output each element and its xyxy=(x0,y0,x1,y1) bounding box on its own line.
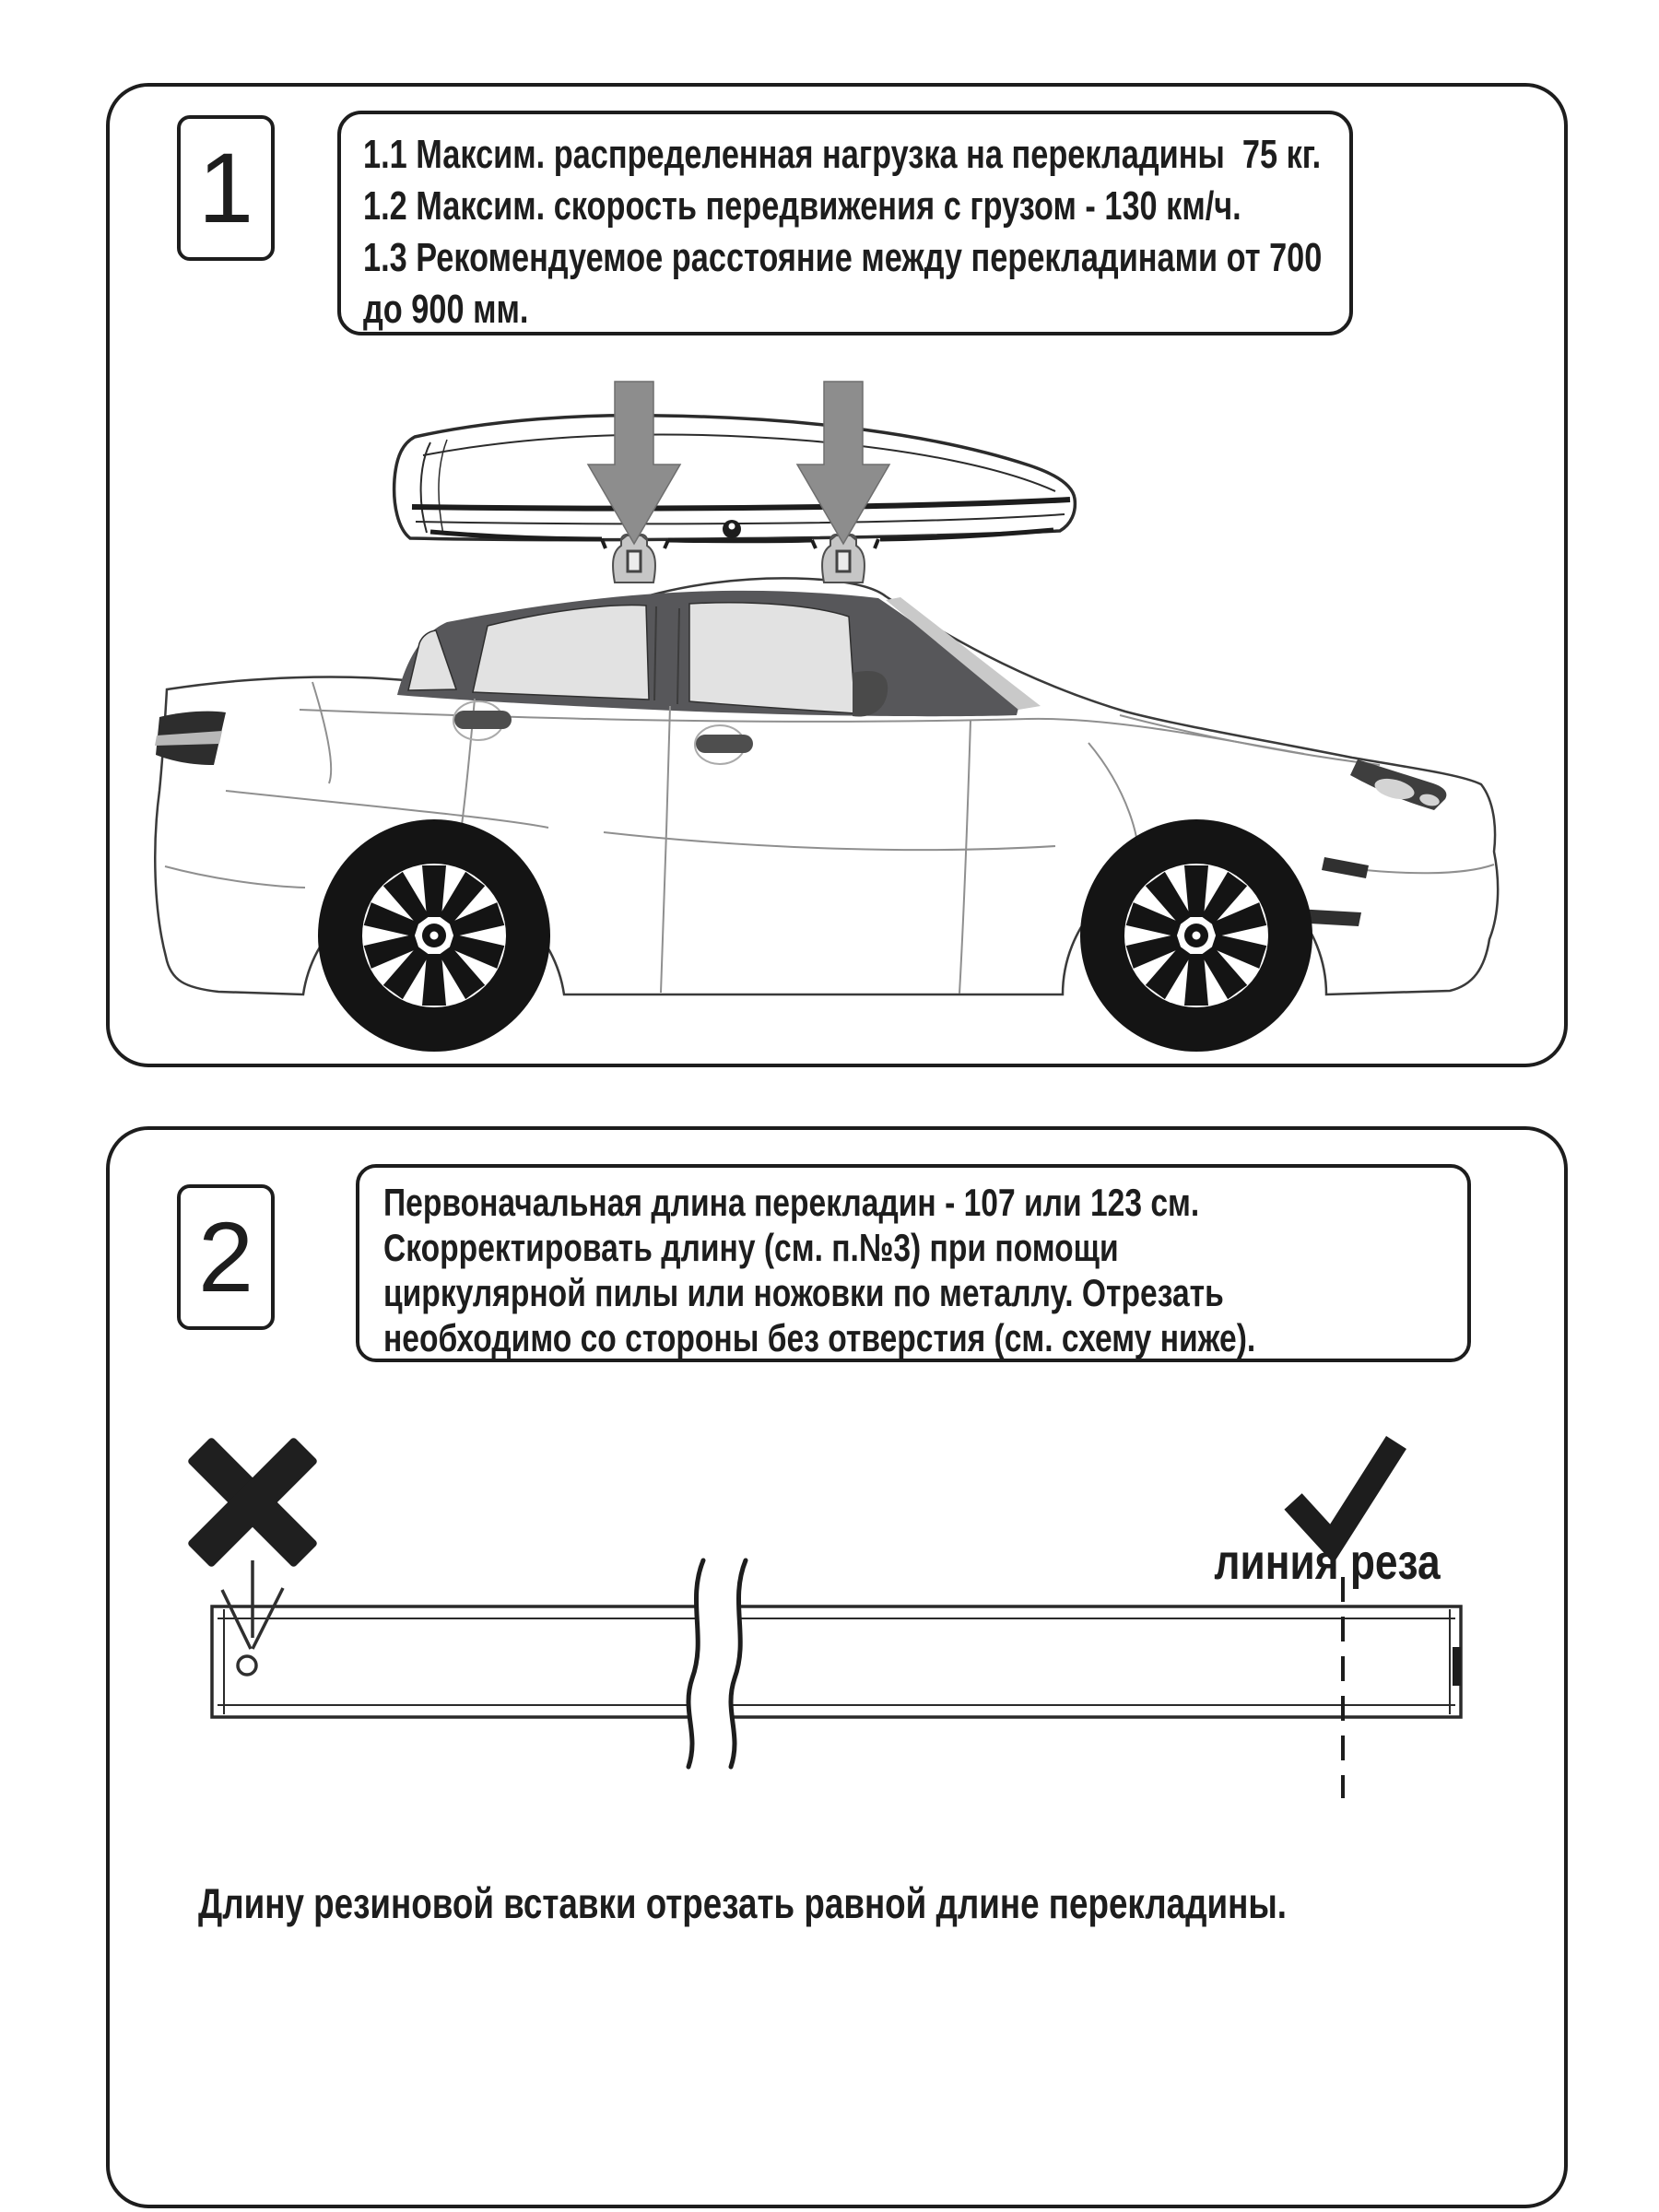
front-door-window xyxy=(689,603,855,713)
instruction-line: 1.2 Максим. скорость передвижения с грузом - 130 км/ч. xyxy=(363,183,1241,229)
crossbar-profile xyxy=(212,1606,1461,1717)
front-door-handle xyxy=(696,735,753,753)
rubber-insert-note: Длину резиновой вставки отрезать равной длине перекладины. xyxy=(198,1879,1287,1927)
end-slot xyxy=(1453,1647,1461,1686)
drilled-hole xyxy=(238,1656,256,1675)
instruction-line: циркулярной пилы или ножовки по металлу. Отрезать xyxy=(383,1271,1224,1314)
instruction-line: Первоначальная длина перекладин - 107 или 123 см. xyxy=(383,1181,1200,1224)
break-symbol xyxy=(688,1560,746,1767)
step-2-instructions-box xyxy=(356,1164,1471,1362)
car-roof-box-illustration xyxy=(106,348,1560,1058)
instruction-line: необходимо со стороны без отверстия (см. схему ниже). xyxy=(383,1316,1256,1359)
crossbar-cut-diagram xyxy=(106,1406,1560,1830)
step-1-number-box xyxy=(177,115,275,261)
rear-wheel xyxy=(318,819,550,1052)
roof-cargo-box xyxy=(394,416,1076,548)
instruction-line: до 900 мм. xyxy=(363,287,529,332)
instruction-line: 1.3 Рекомендуемое расстояние между перекладинами от 700 xyxy=(363,235,1323,280)
step-2-number-box xyxy=(177,1184,275,1330)
rear-door-handle xyxy=(454,711,512,729)
instruction-line: 1.1 Максим. распределенная нагрузка на перекладины 75 кг. xyxy=(363,132,1322,177)
instruction-line: Скорректировать длину (см. п.№3) при помощи xyxy=(383,1226,1119,1269)
step-1-instructions-box xyxy=(337,111,1353,335)
cut-line-label: линия реза xyxy=(1214,1535,1441,1590)
check-mark-icon xyxy=(1293,1442,1396,1544)
front-wheel xyxy=(1080,819,1312,1052)
car-body xyxy=(155,578,1498,1052)
wrong-mark-icon xyxy=(187,1437,319,1569)
step-1-number: 1 xyxy=(197,132,254,243)
step-2-number: 2 xyxy=(197,1201,254,1312)
